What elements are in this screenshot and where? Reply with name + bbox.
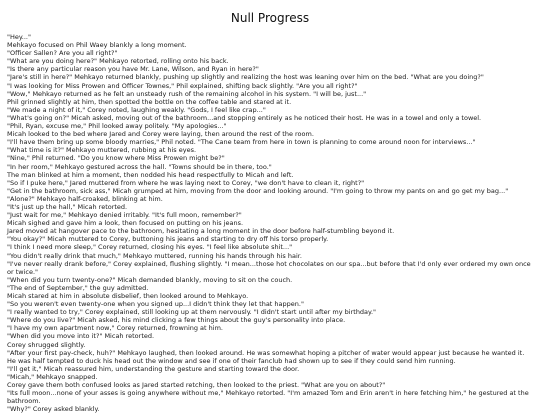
text-line: "What time is it?" Mehkayo muttered, rubbing at his eyes.: [7, 146, 197, 155]
text-line: "It's just up the hall," Micah retorted.: [7, 202, 128, 211]
text-line: "In her room," Mehkayo gestured across the hall. "Towns should be in there, too.": [7, 162, 272, 171]
text-line: Corey shrugged slightly.: [7, 340, 86, 349]
text-line: "Phil, Ryan, excuse me," Phil looked away politely. "My apologies...": [7, 122, 227, 131]
document-body: [7, 33, 533, 413]
text-line: "So if I puke here," Jared muttered from where he was laying next to Corey, "we don't have to clean it, right?": [7, 178, 365, 187]
text-line: "We made a night of it," Corey noted, laughing weakly. "Gods, I feel like crap...": [7, 105, 266, 114]
text-line: "Why?" Corey asked blankly.: [7, 405, 100, 413]
text-line: Corey gave them both confused looks as Jared started retching, then looked to the priest. "What are you on about?": [7, 381, 386, 390]
text-line: "Just wait for me," Mehkayo denied irritably. "It's full moon, remember?": [7, 211, 242, 220]
text-line: The man blinked at him a moment, then nodded his head respectfully to Micah and left.: [7, 170, 294, 179]
text-line: "I'll have them bring up some bloody marries," Phil noted. "The Cane team from here in town is planning to come around noon for interviews...": [7, 138, 476, 147]
text-line: "After your first pay-check, huh?" Mehkayo laughed, then looked around. He was somewhat hoping a pitcher of water would appear just because he wanted it. He was half tempted to duck his head out the window and see if one of their fanclub had shown up to see if they could send him running.: [7, 348, 525, 365]
text-line: "I'll get it," Micah reassured him, understanding the gesture and starting toward the door.: [7, 364, 300, 373]
text-line: "What are you doing here?" Mehkayo retorted, rolling onto his back.: [7, 57, 229, 66]
text-line: "Micah," Mehkayo snapped.: [7, 372, 98, 381]
text-line: "I really wanted to try," Corey explained, still looking up at them nervously. "I didn't start until after my birthday.": [7, 308, 377, 317]
text-line: "I have my own apartment now," Corey returned, frowning at him.: [7, 324, 223, 333]
text-line: "I was looking for Miss Prowen and Officer Townes," Phil explained, shifting back slightly. "Are you all right?": [7, 81, 358, 90]
document-title: Null Progress: [230, 11, 310, 25]
text-line: "Nine," Phil returned. "Do you know where Miss Prowen might be?": [7, 154, 225, 163]
text-line: Jared moved at hangover pace to the bathroom, hesitating a long moment in the door before half-stumbling beyond it.: [7, 227, 395, 236]
text-line: "So you weren't even twenty-one when you signed up...I didn't think they let that happen.": [7, 300, 304, 309]
text-line: "You didn't really drink that much," Mehkayo muttered, running his hands through his hair.: [7, 251, 302, 260]
text-line: "What's going on?" Micah asked, moving out of the bathroom...and stopping entirely as he noticed their host. He was in a towel and only a towel.: [7, 113, 482, 122]
text-line: Micah looked to the bed where Jared and Corey were laying, then around the rest of the room.: [7, 130, 314, 139]
text-line: "Jare's still in here?" Mehkayo returned blankly, pushing up slightly and realizing the host was leaning over him on the bed. "What are you doing?": [7, 73, 484, 82]
text-line: "The end of September," the guy admitted.: [7, 283, 149, 292]
text-line: "Alone?" Mehkayo half-croaked, blinking at him.: [7, 194, 163, 203]
text-line: "I think I need more sleep," Corey returned, closing his eyes. "I feel like absolute shit...": [7, 243, 293, 252]
text-line: "Officer Sallen? Are you all right?": [7, 49, 118, 58]
text-line: Micah stared at him in absolute disbelief, then looked around to Mehkayo.: [7, 292, 249, 300]
text-line: "Get in the bathroom, sick ass," Micah grumped at him, moving from the door and looking around. "I'm going to throw my pants on and go get my bag...": [7, 186, 509, 195]
text-line: Phil grinned slightly at him, then spotted the bottle on the coffee table and stared at it.: [7, 97, 292, 106]
text-line: "Where do you live?" Micah asked, his mind clicking a few things about the guy's personality into place.: [7, 316, 346, 325]
text-line: "Its full moon...none of your asses is going anywhere without me," Mehkayo retorted. "I'm amazed Tom and Erin aren't in here fetching him," he gestured at the bathroom.: [7, 389, 529, 406]
text-line: "You okay?" Micah muttered to Corey, buttoning his jeans and starting to dry off his torso properly.: [7, 235, 329, 244]
text-line: Mehkayo focused on Phil Waey blankly a long moment.: [7, 41, 187, 50]
text-line: Micah sighed and gave him a look, then focused on putting on his jeans.: [7, 219, 244, 228]
text-line: "Is there any particular reason you have Mr. Lane, Wilson, and Ryan in here?": [7, 65, 259, 74]
text-line: "Hey...": [7, 33, 31, 41]
text-line: "Wow," Mehkayo returned as he felt an unsteady rush of the remaining alcohol in his system. "I will be, just...": [7, 89, 367, 98]
text-line: "I've never really drank before," Corey explained, flushing slightly. "I mean...those hot chocolates on our spa...but before that I'd only ever ordered my own once or twice.": [7, 259, 531, 276]
text-line: "When did you turn twenty-one?" Micah demanded blankly, moving to sit on the couch.: [7, 275, 293, 284]
text-line: "When did you move into it?" Micah retorted.: [7, 332, 155, 341]
